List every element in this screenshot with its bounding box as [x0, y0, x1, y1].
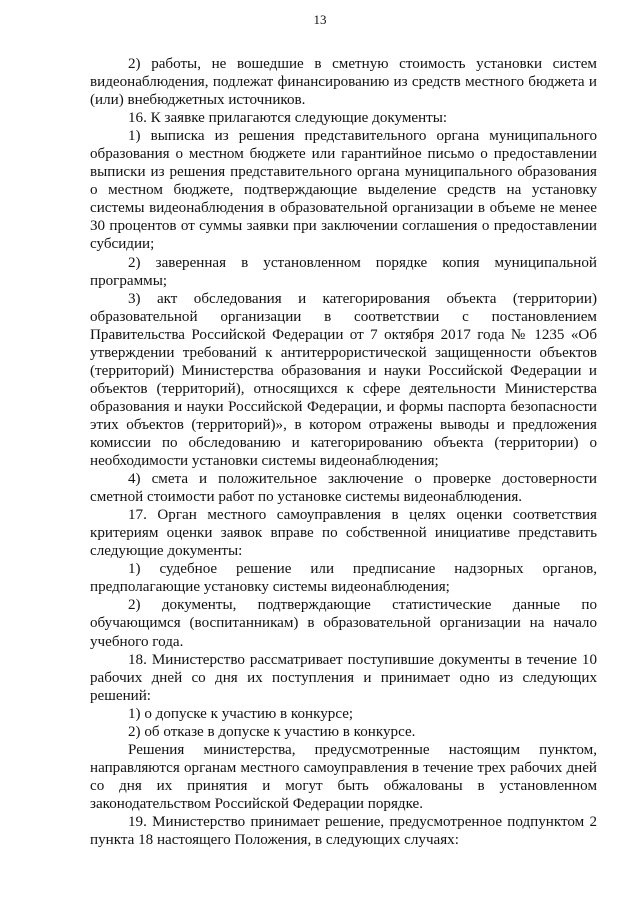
paragraph-item-18-1: 1) о допуске к участию в конкурсе; [128, 705, 354, 722]
document-body [90, 55, 597, 849]
paragraph-item-16-1: 1) выписка из решения представительного органа муниципального образования о местном бюджете или гарантийное письмо о предоставлении выписки из решения представительного органа муниципального образования о местном бюджете, подтверждающие выделение средств на установку системы видеонаблюдения в образовательной организации в объеме не менее 30 процентов от суммы заявки при заключении соглашения о предоставлении субсидии; [90, 128, 597, 253]
paragraph-item-16-2: 2) заверенная в установленном порядке копия муниципальной программы; [90, 254, 597, 289]
paragraph-section-17: 17. Орган местного самоуправления в целях оценки соответствия критериям оценки заявок вправе по собственной инициативе представить следующие документы: [90, 507, 597, 560]
paragraph-item-16-3: 3) акт обследования и категорирования объекта (территории) образовательной организации в соответствии с постановлением Правительства Российской Федерации от 7 октября 2017 года № 1235 «Об утверждении требований к антитеррористической защищенности объектов (территорий) Министерства образования и науки Российской Федерации и объектов (территорий), относящихся к сфере деятельности Министерства образования и науки Российской Федерации, и формы паспорта безопасности этих объектов (территорий)», в котором отражены выводы и предложения комиссии по обследованию и категорированию объекта (территории) о необходимости установки системы видеонаблюдения; [90, 290, 597, 470]
paragraph-section-18: 18. Министерство рассматривает поступившие документы в течение 10 рабочих дней со дня их поступления и принимает одно из следующих решений: [90, 651, 597, 704]
page-number: 13 [313, 12, 327, 27]
paragraph-section-19: 19. Министерство принимает решение, предусмотренное подпунктом 2 пункта 18 настоящего Положения, в следующих случаях: [90, 813, 597, 849]
paragraph-item-18-2: 2) об отказе в допуске к участию в конкурсе. [128, 723, 416, 740]
paragraph-section-16: 16. К заявке прилагаются следующие документы: [128, 110, 448, 127]
paragraph-section-18-decisions: Решения министерства, предусмотренные настоящим пунктом, направляются органам местного самоуправления в течение трех рабочих дней со дня их принятия и могут быть обжалованы в установленном законодательством Российской Федерации порядке. [90, 741, 597, 812]
paragraph-item-15-2: 2) работы, не вошедшие в сметную стоимость установки систем видеонаблюдения, подлежат финансированию из средств местного бюджета и (или) внебюджетных источников. [90, 56, 597, 109]
paragraph-item-16-4: 4) смета и положительное заключение о проверке достоверности сметной стоимости работ по установке системы видеонаблюдения. [90, 471, 597, 506]
paragraph-item-17-1: 1) судебное решение или предписание надзорных органов, предполагающие установку системы видеонаблюдения; [90, 561, 597, 596]
paragraph-item-17-2: 2) документы, подтверждающие статистические данные по обучающимся (воспитанникам) в образовательной организации на начало учебного года. [90, 597, 597, 650]
